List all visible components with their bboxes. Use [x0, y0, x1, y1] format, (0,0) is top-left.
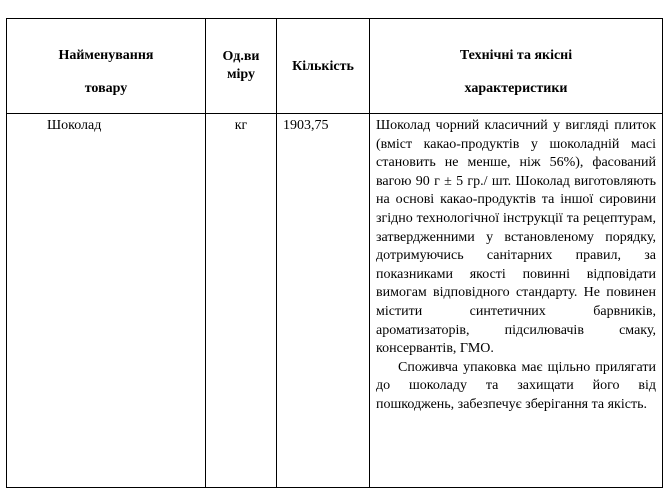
table-row	[7, 114, 663, 488]
description-paragraph-1: Шоколад чорний класичний у вигляді плиток (вміст какао-продуктів у шоколадній масі становить не менше, ніж 56%), фасований вагою 90 г ± 5 гр./ шт. Шоколад виготовляють на основі какао-продуктів та іншої сировини згідно технологічної інструкції та рецептурам, затвердженними у встановленому порядку, дотримуючись санітарних правил, за показниками якості повинні відповідати вимогам відповідного стандарту. Не повинен містити синтетичних барвників, ароматизаторів, підсилювачів смаку, консервантів, ГМО.	[376, 118, 656, 357]
technical-characteristics-cell	[370, 114, 663, 488]
header-quantity: Кількість	[277, 19, 370, 114]
description-paragraph-2: Споживча упаковка має щільно прилягати до шоколаду та захищати його від пошкоджень, забезпечує зберігання та якість.	[376, 359, 656, 412]
header-product-name: Найменування товару	[7, 19, 206, 114]
header-row	[7, 19, 663, 114]
specification-table	[6, 18, 663, 488]
product-name-cell: Шоколад	[7, 114, 206, 488]
quantity-cell: 1903,75	[277, 114, 370, 488]
unit-cell: кг	[206, 114, 277, 488]
header-unit: Од.ви міру	[206, 19, 277, 114]
header-technical-characteristics: Технічні та якісні характеристики	[370, 19, 663, 114]
